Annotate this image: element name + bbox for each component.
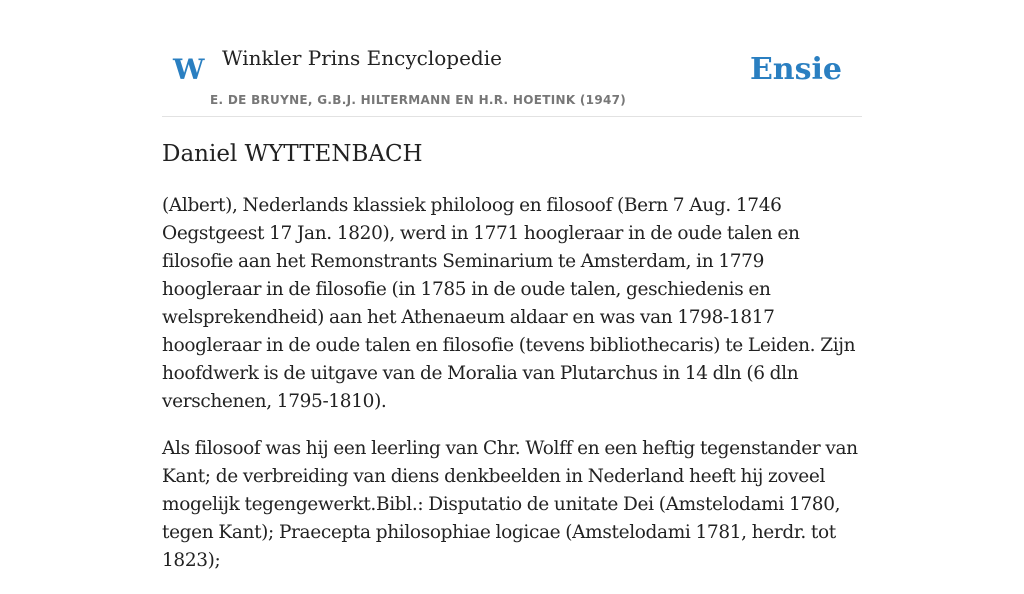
entry-paragraph: Als filosoof was hij een leerling van Chr. Wolff en een heftig tegenstander van Kant; de verbreiding van diens denkbeelden in Nederland heeft hij zoveel mogelijk tegengewerkt.Bibl.: Disputatio de unitate Dei (Amstelodami 1780, tegen Kant); Praecepta philosophiae logicae (Amstelodami 1781, herdr. tot 1823);	[162, 438, 858, 571]
source-header	[162, 0, 862, 117]
entry-title: Daniel WYTTENBACH	[162, 141, 423, 167]
page	[162, 0, 862, 571]
source-logo-icon[interactable]: W	[173, 53, 205, 86]
source-title-link[interactable]: Winkler Prins Encyclopedie	[222, 46, 502, 70]
ensie-brand-link[interactable]: Ensie	[749, 52, 842, 87]
entry-paragraph: (Albert), Nederlands klassiek philoloog en filosoof (Bern 7 Aug. 1746 Oegstgeest 17 Jan. 1820), werd in 1771 hoogleraar in de oude talen en filosofie aan het Remonstrants Seminarium te Amsterdam, in 1779 hoogleraar in de filosofie (in 1785 in de oude talen, geschiedenis en welsprekendheid) aan het Athenaeum aldaar en was van 1798-1817 hoogleraar in de oude talen en filosofie (tevens bibliothecaris) te Leiden. Zijn hoofdwerk is de uitgave van de Moralia van Plutarchus in 14 dln (6 dln verschenen, 1795-1810).	[162, 195, 856, 412]
entry-body	[162, 192, 862, 594]
source-authors: E. DE BRUYNE, G.B.J. HILTERMANN EN H.R. HOETINK (1947)	[210, 93, 627, 107]
